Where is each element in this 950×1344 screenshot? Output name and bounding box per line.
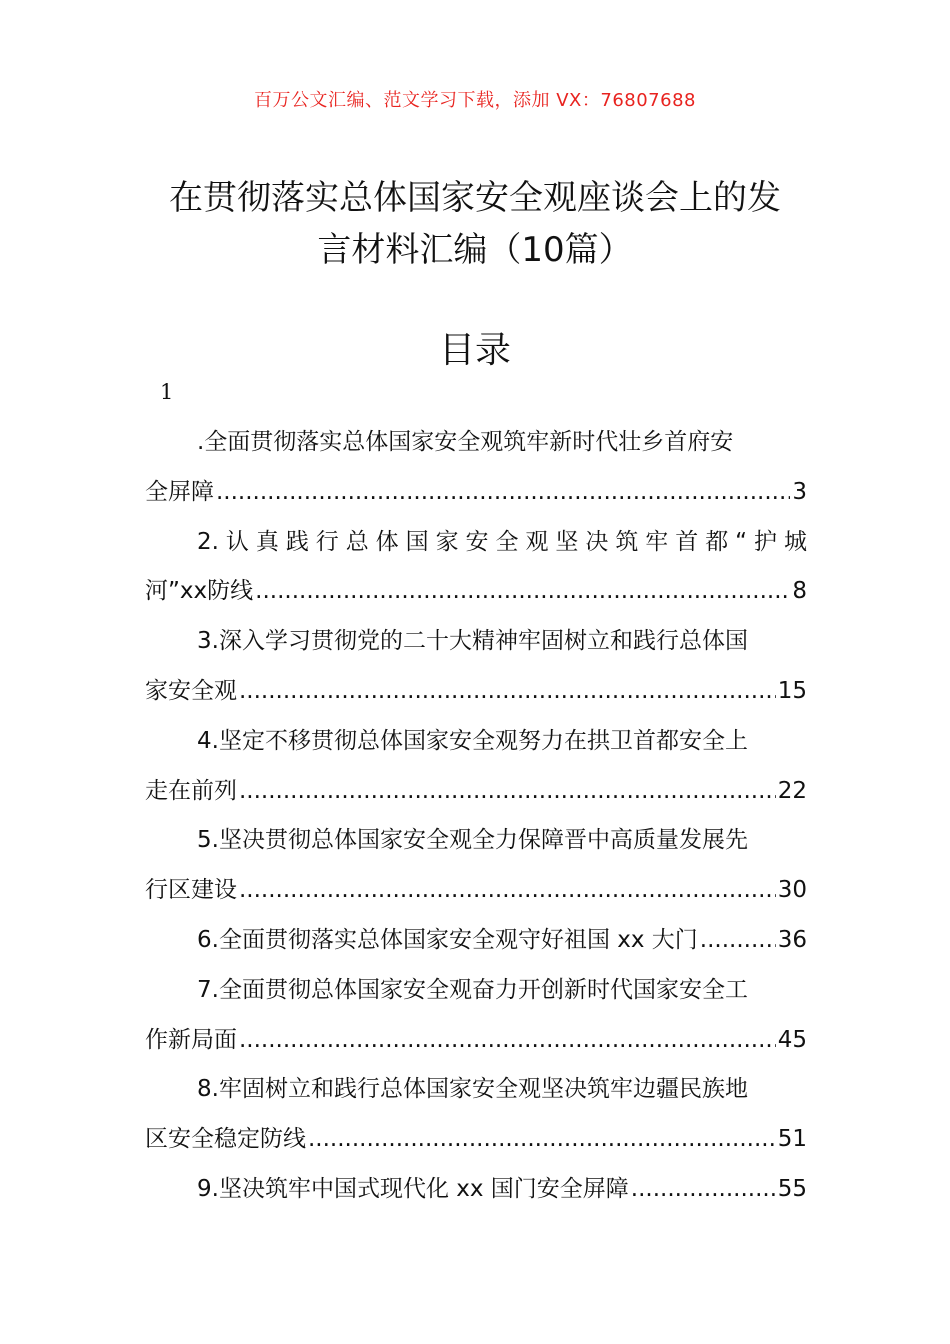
toc-entry-title-line1: 4.坚定不移贯彻总体国家安全观努力在拱卫首都安全上 — [197, 727, 748, 754]
toc-leader-dots — [308, 1115, 776, 1165]
toc-heading: 目录 — [438, 330, 511, 371]
toc-entry-title: 9.坚决筑牢中国式现代化 xx 国门安全屏障 — [197, 1175, 629, 1202]
toc-entry-title-line1: 7.全面贯彻总体国家安全观奋力开创新时代国家安全工 — [197, 976, 748, 1003]
toc-entry-8[interactable] — [145, 1065, 807, 1165]
toc-entry-title-line2: 全屏障 — [145, 478, 214, 505]
toc-entry-title-line1: 3.深入学习贯彻党的二十大精神牢固树立和践行总体国 — [197, 628, 748, 655]
title-line-2: 言材料汇编（10篇） — [317, 230, 633, 270]
toc-entry-title-line2: 河”xx防线 — [145, 578, 254, 605]
toc-entry-title-line1: 8.牢固树立和践行总体国家安全观坚决筑牢边疆民族地 — [197, 1076, 748, 1103]
toc-entry-9[interactable] — [145, 1165, 807, 1215]
toc-leader-dots — [239, 866, 776, 916]
toc-page-number: 15 — [777, 677, 807, 704]
toc-leader-dots — [255, 567, 790, 617]
toc-entry-title-line1: 2.认真践行总体国家安全观坚决筑牢首都“护城 — [197, 528, 807, 555]
toc-entry-title: 6.全面贯彻落实总体国家安全观守好祖国 xx 大门 — [197, 926, 698, 953]
toc-entry-5[interactable] — [145, 816, 807, 916]
toc-entry-1[interactable] — [145, 418, 807, 518]
toc-leader-dots — [239, 667, 776, 717]
toc-page-number: 55 — [777, 1175, 807, 1202]
toc-leader-dots — [239, 1016, 776, 1066]
toc-entry-title-line2: 区安全稳定防线 — [145, 1126, 306, 1153]
toc-leader-dots — [700, 916, 776, 966]
toc-leader-dots — [631, 1165, 776, 1215]
toc-entry-title-line1: 5.坚决贯彻总体国家安全观全力保障晋中高质量发展先 — [197, 827, 748, 854]
toc-page-number: 30 — [777, 877, 807, 904]
toc-entry-title-line2: 行区建设 — [145, 877, 237, 904]
toc-entry-7[interactable] — [145, 966, 807, 1066]
table-of-contents — [145, 418, 807, 1215]
document-title — [120, 172, 830, 276]
toc-entry-2[interactable] — [145, 518, 807, 618]
toc-entry-title-line2: 家安全观 — [145, 677, 237, 704]
toc-leader-dots — [239, 767, 776, 817]
toc-leader-dots — [216, 468, 790, 518]
toc-entry-title-line1: .全面贯彻落实总体国家安全观筑牢新时代壮乡首府安 — [197, 429, 734, 455]
toc-page-number: 22 — [777, 777, 807, 804]
toc-page-number: 3 — [792, 478, 807, 505]
toc-page-number: 51 — [777, 1126, 807, 1153]
toc-entry-4[interactable] — [145, 717, 807, 817]
toc-entry-title-line2: 走在前列 — [145, 777, 237, 804]
toc-entry-title-line2: 作新局面 — [145, 1026, 237, 1053]
title-line-1: 在贯彻落实总体国家安全观座谈会上的发 — [169, 178, 781, 218]
toc-page-number: 36 — [777, 926, 807, 953]
toc-entry-6[interactable] — [145, 916, 807, 966]
toc-entry-3[interactable] — [145, 617, 807, 717]
watermark-banner: 百万公文汇编、范文学习下载，添加 VX：76807688 — [254, 90, 696, 111]
toc-page-number: 8 — [792, 578, 807, 605]
page-marker: 1 — [160, 380, 174, 404]
toc-page-number: 45 — [777, 1026, 807, 1053]
